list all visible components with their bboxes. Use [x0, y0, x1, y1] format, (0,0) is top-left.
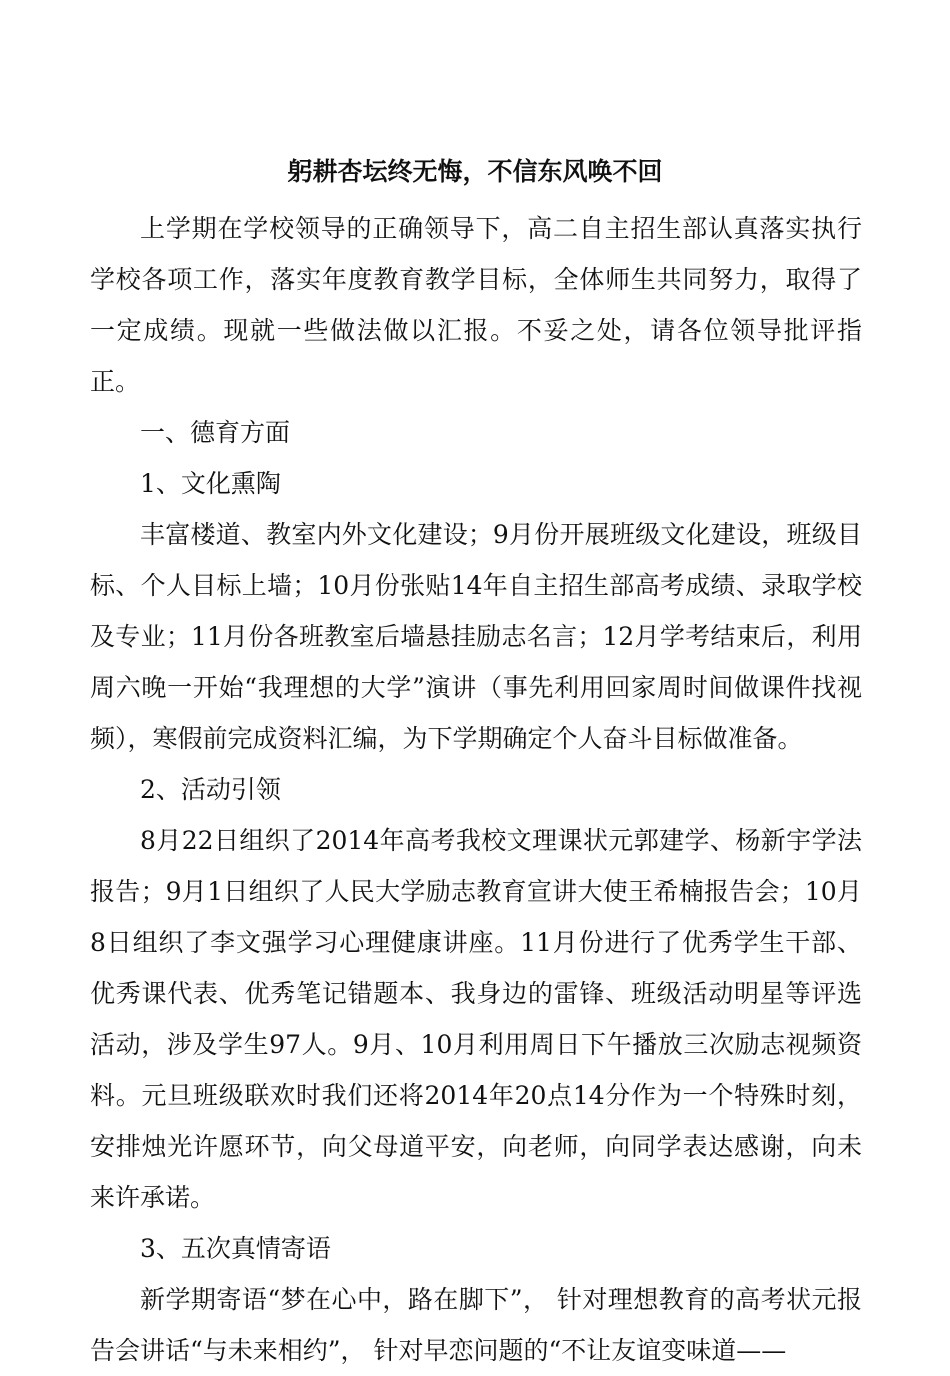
document-body: [90, 203, 862, 1376]
section-heading-moral-education: 一、德育方面: [140, 418, 291, 447]
culture-paragraph: 丰富楼道、教室内外文化建设；9月份开展班级文化建设，班级目标、个人目标上墙；10月份张贴14年自主招生部高考成绩、录取学校及专业；11月份各班教室后墙悬挂励志名言；12月学考结束后，利用周六晚一开始“我理想的大学”演讲（事先利用回家周时间做课件找视频），寒假前完成资料汇编，为下学期确定个人奋斗目标做准备。: [90, 520, 862, 753]
subheading-culture: 1、文化熏陶: [140, 469, 281, 498]
messages-paragraph: 新学期寄语“梦在心中，路在脚下”， 针对理想教育的高考状元报告会讲话“与未来相约”， 针对早恋问题的“不让友谊变味道——: [90, 1285, 862, 1365]
activities-paragraph: 8月22日组织了2014年高考我校文理课状元郭建学、杨新宇学法报告；9月1日组织了人民大学励志教育宣讲大使王希楠报告会；10月8日组织了李文强学习心理健康讲座。11月份进行了优秀学生干部、优秀课代表、优秀笔记错题本、我身边的雷锋、班级活动明星等评选活动，涉及学生97人。9月、10月利用周日下午播放三次励志视频资料。元旦班级联欢时我们还将2014年20点14分作为一个特殊时刻，安排烛光许愿环节，向父母道平安，向老师，向同学表达感谢，向未来许承诺。: [90, 826, 862, 1212]
subheading-activities: 2、活动引领: [140, 775, 281, 804]
subheading-messages: 3、五次真情寄语: [140, 1234, 331, 1263]
intro-paragraph: 上学期在学校领导的正确领导下，高二自主招生部认真落实执行学校各项工作，落实年度教育教学目标，全体师生共同努力，取得了一定成绩。现就一些做法做以汇报。不妥之处，请各位领导批评指正。: [90, 214, 862, 396]
document-title: 躬耕杏坛终无悔，不信东风唤不回: [287, 157, 663, 186]
